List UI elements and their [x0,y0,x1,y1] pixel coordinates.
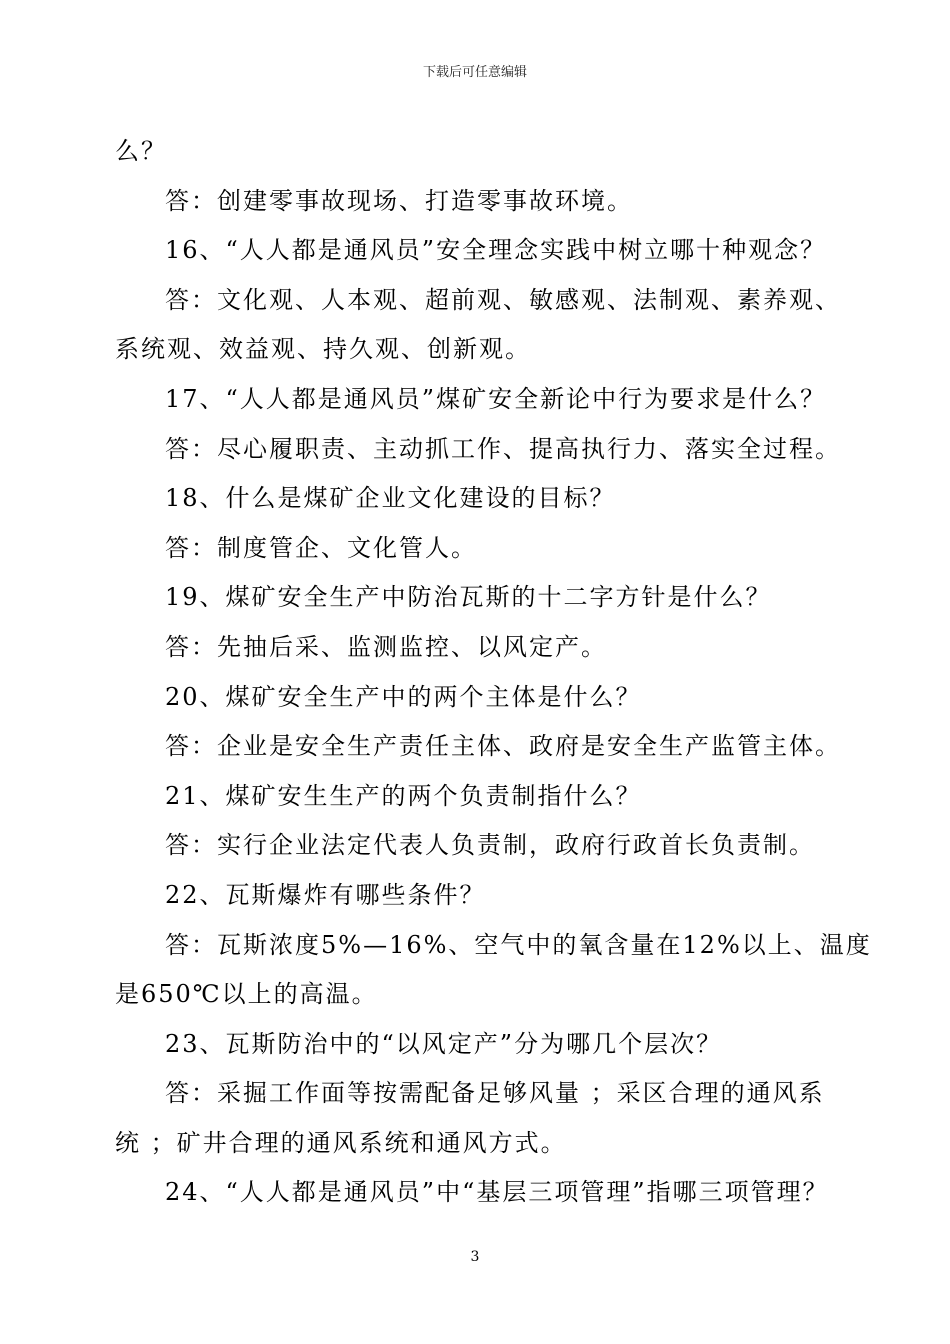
text-line: 答：创建零事故现场、打造零事故环境。 [165,186,633,215]
text-line: 17、“人人都是通风员”煤矿安全新论中行为要求是什么？ [165,384,827,413]
text-line: 24、“人人都是通风员”中“基层三项管理”指哪三项管理？ [165,1178,829,1207]
text-line: 系统观、效益观、持久观、创新观。 [115,335,531,364]
text-line: 答：瓦斯浓度5%—16%、空气中的氧含量在12%以上、温度 [165,930,872,959]
text-line: 答：先抽后采、监测监控、以风定产。 [165,632,607,661]
text-line: 是650℃以上的高温。 [115,980,378,1009]
text-line: 答：采掘工作面等按需配备足够风量 ；采区合理的通风系 [165,1079,825,1108]
page-number: 3 [470,1249,480,1265]
text-line: 答：文化观、人本观、超前观、敏感观、法制观、素养观、 [165,285,841,314]
text-line: 23、瓦斯防治中的“以风定产”分为哪几个层次？ [165,1029,723,1058]
text-line: 21、煤矿安生生产的两个负责制指什么？ [165,781,642,810]
text-line: 答：尽心履职责、主动抓工作、提高执行力、落实全过程。 [165,434,841,463]
text-line: 16、“人人都是通风员”安全理念实践中树立哪十种观念？ [165,236,827,265]
text-line: 统 ；矿井合理的通风系统和通风方式。 [115,1128,567,1157]
page-header: 下载后可任意编辑 [422,65,527,80]
text-line: 么？ [115,137,167,165]
text-line: 19、煤矿安全生产中防治瓦斯的十二字方针是什么？ [165,583,772,612]
text-line: 18、什么是煤矿企业文化建设的目标？ [165,484,616,513]
text-line: 20、煤矿安全生产中的两个主体是什么？ [165,682,642,711]
text-line: 答：制度管企、文化管人。 [165,533,477,562]
text-line: 22、瓦斯爆炸有哪些条件？ [165,880,486,909]
document-body [115,127,872,1218]
text-line: 答：企业是安全生产责任主体、政府是安全生产监管主体。 [165,732,841,761]
text-line: 答：实行企业法定代表人负责制，政府行政首长负责制。 [165,831,815,860]
